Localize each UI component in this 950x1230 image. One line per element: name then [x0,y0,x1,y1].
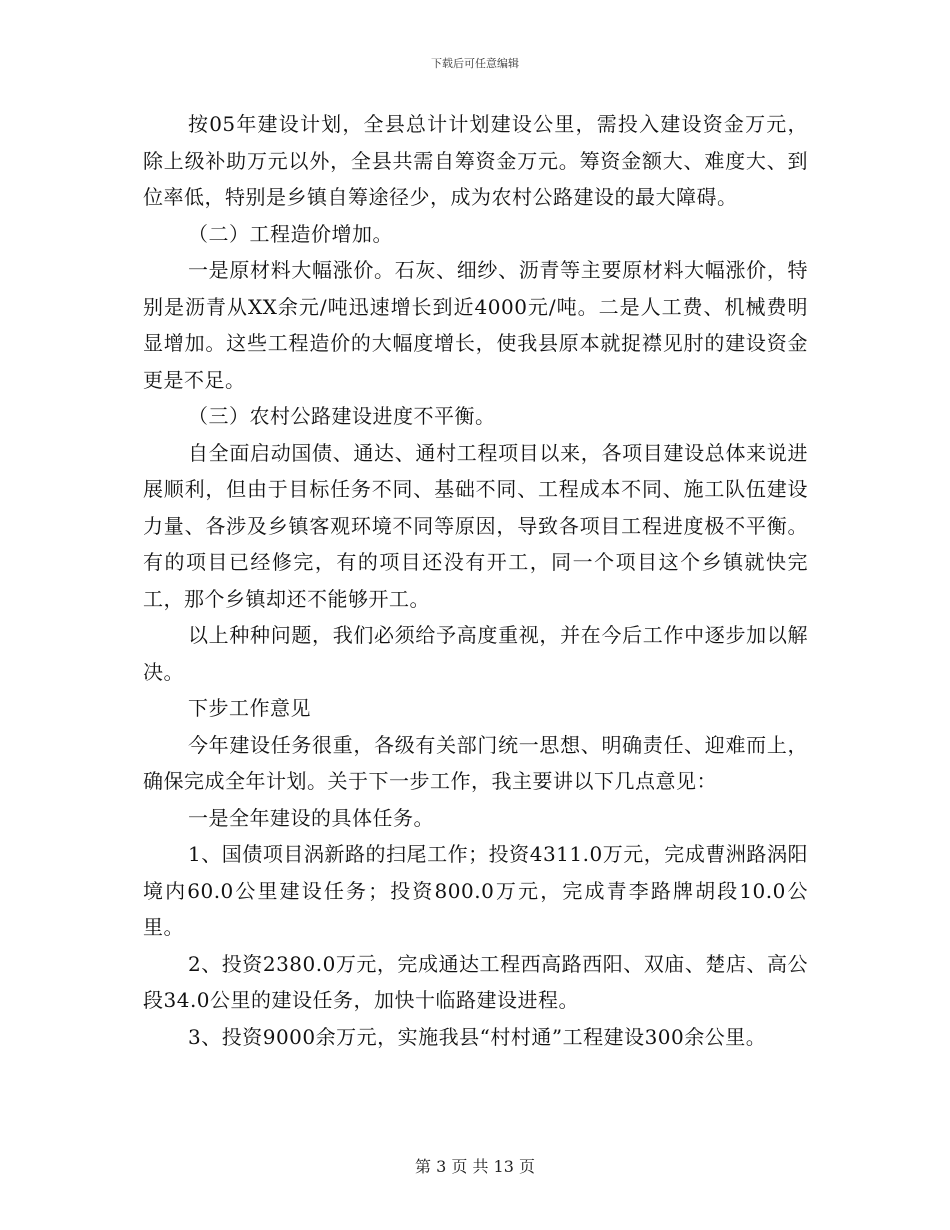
heading-cost-increase: （二）工程造价增加。 [188,221,393,246]
document-body [143,106,808,1055]
page-number: 第 3 页 共 13 页 [415,1157,535,1176]
page-header: 下载后可任意编辑 [431,57,519,70]
list-item-task-1: 1、国债项目涡新路的扫尾工作；投资4311.0万元，完成曹洲路涡阳境内60.0公里建设任务；投资800.0万元，完成青李路牌胡段10.0公里。 [143,842,808,939]
paragraph-problems-summary: 以上种种问题，我们必须给予高度重视，并在今后工作中逐步加以解决。 [143,623,808,684]
paragraph-project-progress: 自全面启动国债、通达、通村工程项目以来，各项目建设总体来说进展顺利，但由于目标任务不同、基础不同、工程成本不同、施工队伍建设力量、各涉及乡镇客观环境不同等原因，导致各项目工程进度极不平衡。有的项目已经修完，有的项目还没有开工，同一个项目这个乡镇就快完工，那个乡镇却还不能够开工。 [143,440,808,611]
paragraph-tasks-intro: 今年建设任务很重，各级有关部门统一思想、明确责任、迎难而上，确保完成全年计划。关于下一步工作，我主要讲以下几点意见： [143,732,808,793]
heading-uneven-progress: （三）农村公路建设进度不平衡。 [188,404,496,428]
paragraph-funding-gap: 按05年建设计划，全县总计计划建设公里，需投入建设资金万元，除上级补助万元以外，全县共需自筹资金万元。筹资金额大、难度大、到位率低，特别是乡镇自筹途径少，成为农村公路建设的最大障碍。 [143,112,808,209]
heading-annual-tasks: 一是全年建设的具体任务。 [188,805,434,830]
paragraph-material-prices: 一是原材料大幅涨价。石灰、细纱、沥青等主要原材料大幅涨价，特别是沥青从XX余元/吨迅速增长到近4000元/吨。二是人工费、机械费明显增加。这些工程造价的大幅度增长，使我县原本就捉襟见肘的建设资金更是不足。 [143,258,808,392]
list-item-task-3: 3、投资9000余万元，实施我县“村村通”工程建设300余公里。 [188,1024,767,1049]
list-item-task-2: 2、投资2380.0万元，完成通达工程西高路西阳、双庙、楚店、高公段34.0公里的建设任务，加快十临路建设进程。 [143,951,808,1012]
heading-next-steps: 下步工作意见 [188,696,311,720]
